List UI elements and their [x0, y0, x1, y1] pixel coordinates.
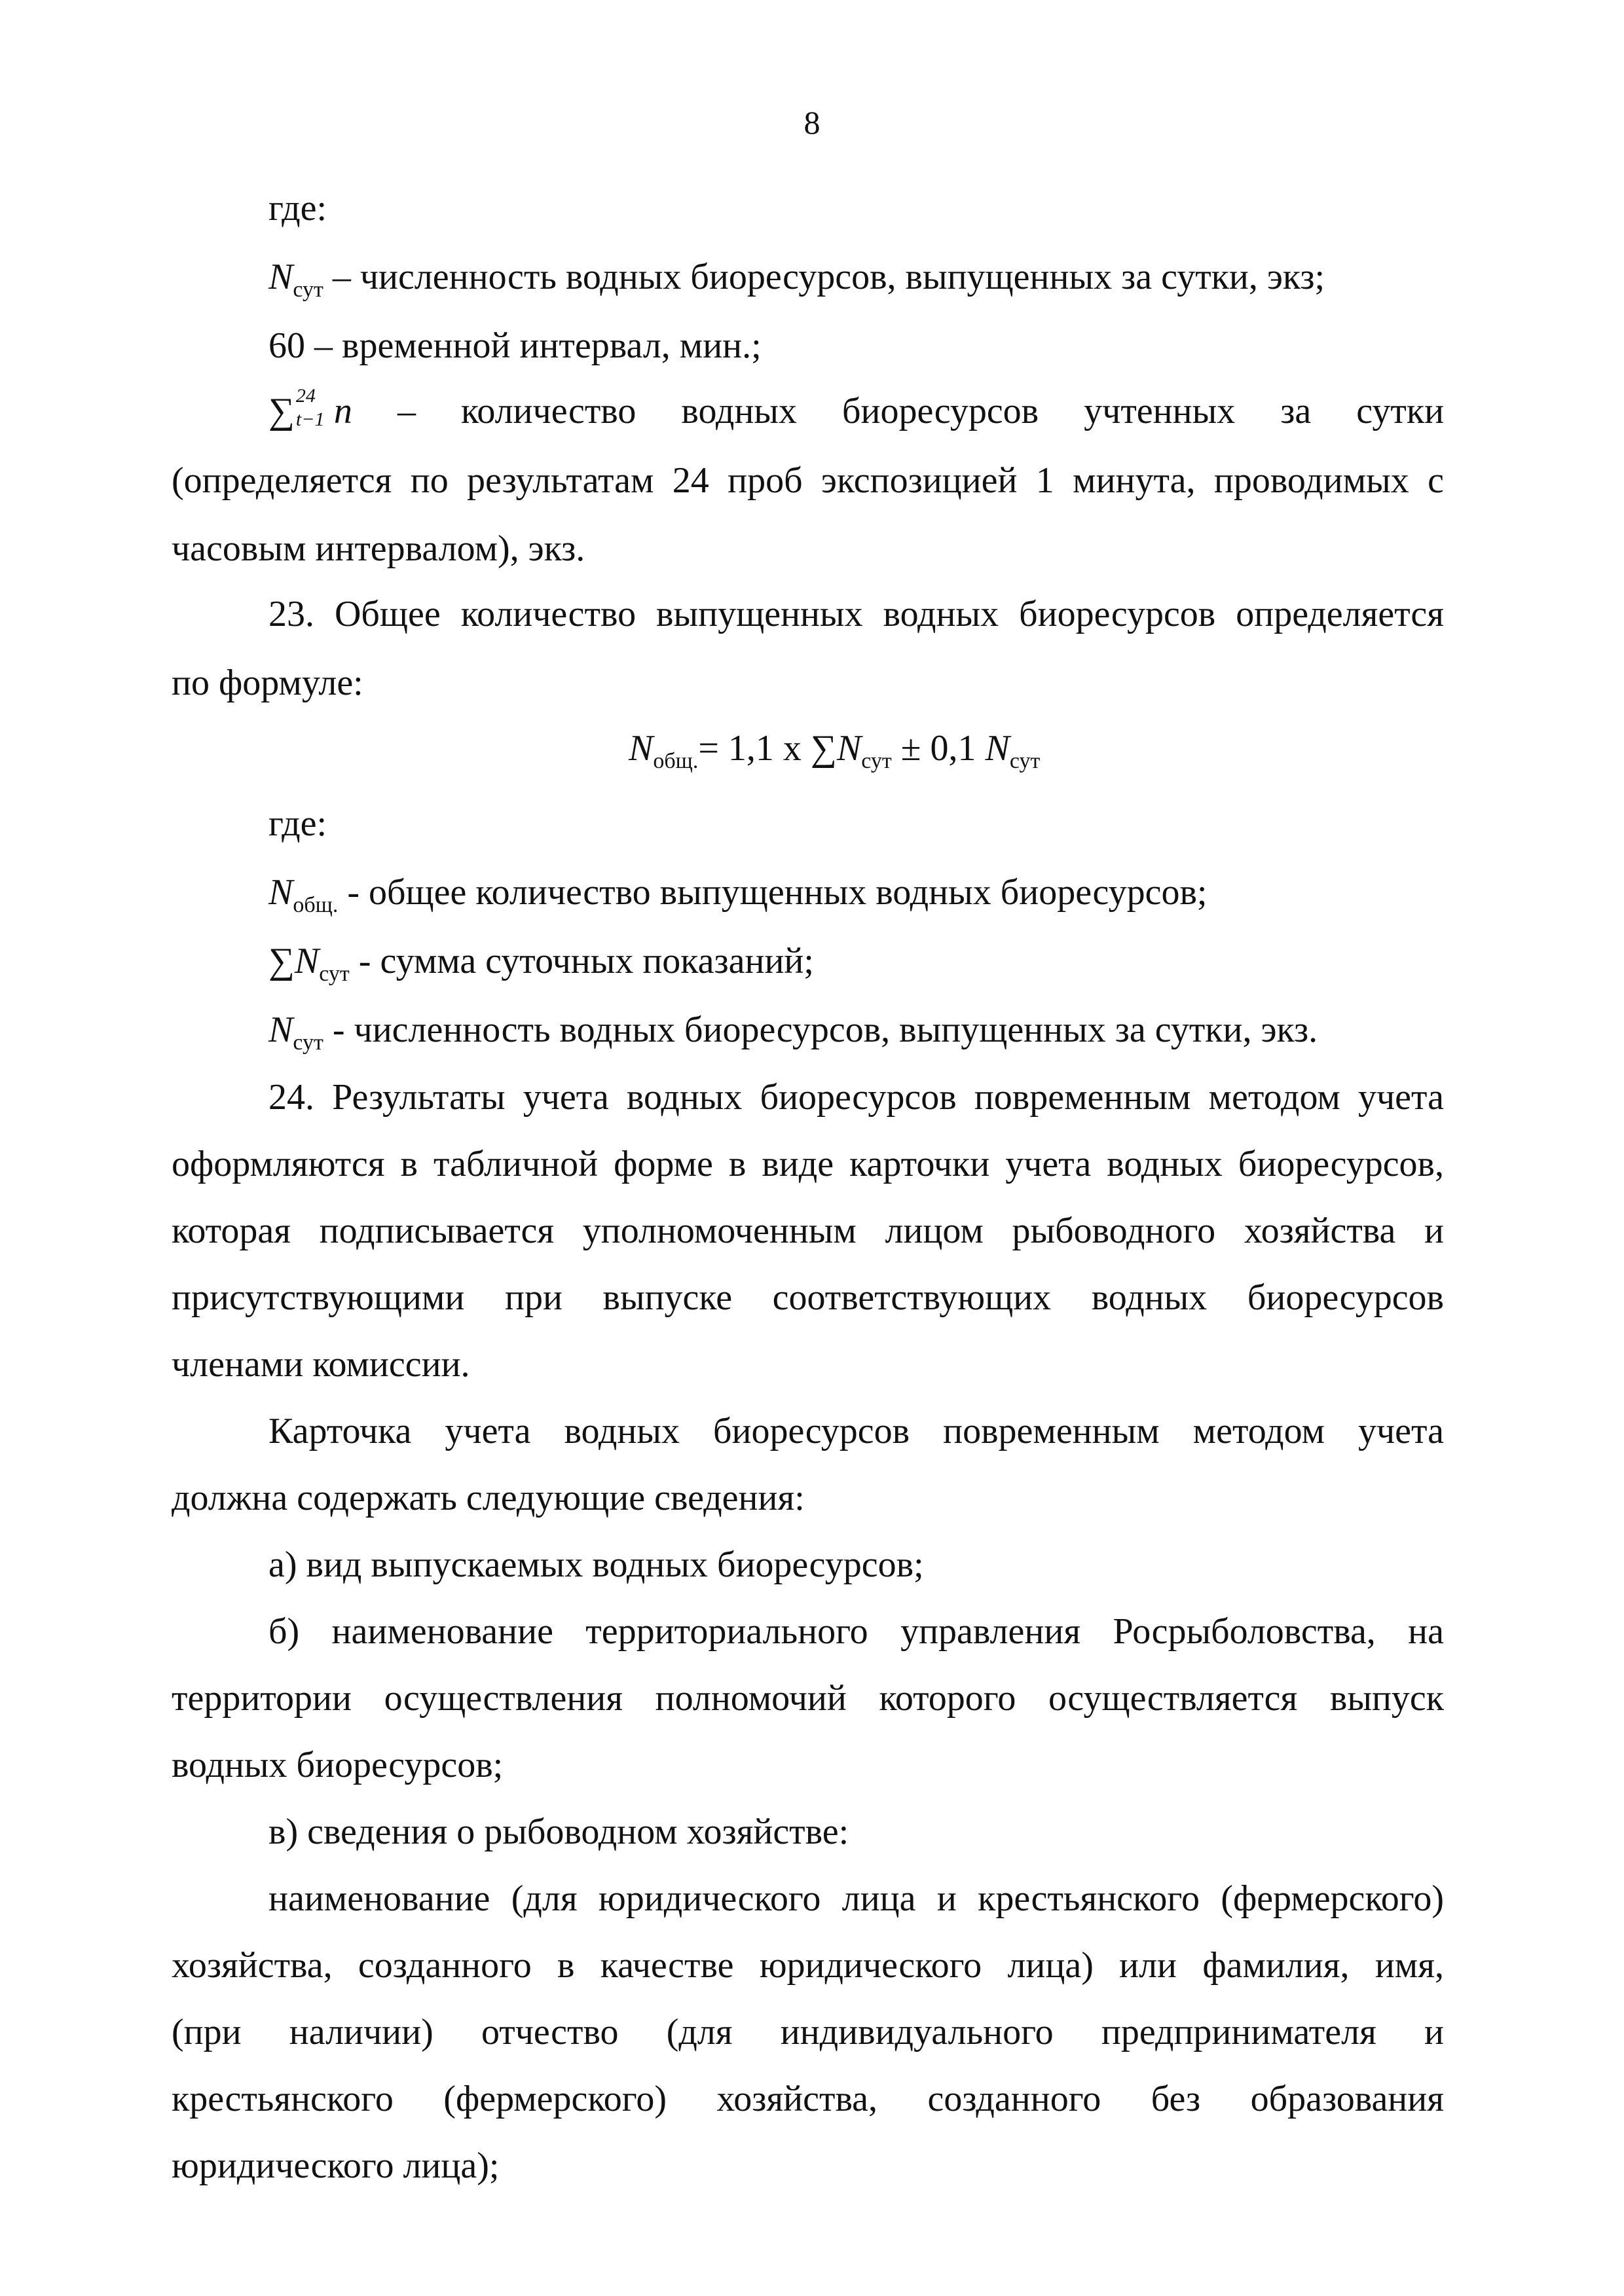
formula-subscript: сут — [1009, 749, 1041, 773]
word: учтенных — [1084, 391, 1236, 431]
text-line: хозяйства, созданного в качестве юридического лица) или фамилия, имя, — [172, 1945, 1444, 1986]
definition-text: – численность водных биоресурсов, выпущенных за сутки, экз; — [323, 257, 1325, 297]
definition-n-daily-2 — [268, 1011, 1318, 1054]
formula-subscript: сут — [861, 749, 892, 773]
sum-upper-limit: 24 — [295, 385, 316, 407]
sum-variable: n — [333, 391, 352, 431]
formula-plus-minus: ± 0,1 — [891, 728, 986, 769]
text-line: по формуле: — [172, 663, 363, 703]
text-line: членами комиссии. — [172, 1344, 470, 1385]
definition-sum-daily — [268, 943, 814, 985]
n-symbol: N — [294, 941, 320, 981]
n-symbol: N — [268, 872, 293, 913]
sum-lower-limit: t−1 — [295, 409, 325, 430]
text-line: крестьянского (фермерского) хозяйства, созданного без образования — [172, 2079, 1444, 2119]
definition-text: - общее количество выпущенных водных биоресурсов; — [338, 872, 1208, 913]
text-line: юридического лица); — [172, 2145, 500, 2186]
paragraph-where-1: где: — [268, 188, 327, 228]
formula-symbol: N — [629, 728, 654, 769]
definition-text: - численность водных биоресурсов, выпущенных за сутки, экз. — [323, 1010, 1318, 1050]
text-line: (определяется по результатам 24 проб экспозицией 1 минута, проводимых с — [172, 460, 1444, 501]
formula-total — [629, 730, 1040, 773]
paragraph-where-2: где: — [268, 803, 327, 844]
text-line: наименование (для юридического лица и крестьянского (фермерского) — [268, 1878, 1444, 1919]
definition-n-daily — [268, 259, 1325, 301]
text-line: Карточка учета водных биоресурсов повременным методом учета — [268, 1411, 1444, 1451]
text-line: оформляются в табличной форме в виде карточки учета водных биоресурсов, — [172, 1144, 1444, 1184]
n-subscript: общ. — [293, 893, 339, 917]
text-line: (при наличии) отчество (для индивидуального предпринимателя и — [172, 2012, 1444, 2052]
word: водных — [681, 391, 797, 431]
text-line: 24. Результаты учета водных биоресурсов повременным методом учета — [268, 1077, 1444, 1118]
definition-interval: 60 – временной интервал, мин.; — [268, 325, 762, 366]
n-subscript: сут — [293, 278, 323, 302]
n-symbol: N — [268, 257, 293, 297]
text-line: присутствующими при выпуске соответствующих водных биоресурсов — [172, 1277, 1444, 1318]
list-item-b: б) наименование территориального управления Росрыболовства, на — [268, 1611, 1444, 1652]
formula-symbol: N — [985, 728, 1010, 769]
word: за — [1280, 391, 1312, 431]
list-item-a: а) вид выпускаемых водных биоресурсов; — [268, 1544, 924, 1585]
definition-sum-line — [268, 385, 1445, 431]
n-symbol: N — [268, 1010, 293, 1050]
word: биоресурсов — [841, 391, 1039, 431]
n-subscript: сут — [293, 1030, 323, 1055]
formula-middle: = 1,1 х ∑ — [698, 728, 837, 769]
dash: – — [397, 391, 416, 431]
sum-symbol: ∑ — [268, 391, 295, 431]
text-line: часовым интервалом), экз. — [172, 528, 585, 569]
definition-n-total — [268, 874, 1207, 917]
text-line: 23. Общее количество выпущенных водных биоресурсов определяется — [268, 594, 1444, 634]
formula-symbol: N — [836, 728, 862, 769]
word: количество — [461, 391, 637, 431]
word: сутки — [1356, 391, 1445, 431]
text-line: которая подписывается уполномоченным лицом рыбоводного хозяйства и — [172, 1211, 1444, 1251]
text-line: должна содержать следующие сведения: — [172, 1478, 805, 1518]
page-number: 8 — [803, 104, 821, 141]
n-subscript: сут — [319, 962, 350, 986]
sum-expression — [268, 385, 352, 431]
list-item-c: в) сведения о рыбоводном хозяйстве: — [268, 1812, 849, 1852]
sum-limits — [295, 385, 334, 430]
definition-text: - сумма суточных показаний; — [349, 941, 814, 981]
text-line: водных биоресурсов; — [172, 1745, 504, 1785]
text-line: территории осуществления полномочий которого осуществляется выпуск — [172, 1678, 1444, 1719]
formula-subscript: общ. — [653, 749, 699, 773]
sum-symbol: ∑ — [268, 941, 295, 981]
